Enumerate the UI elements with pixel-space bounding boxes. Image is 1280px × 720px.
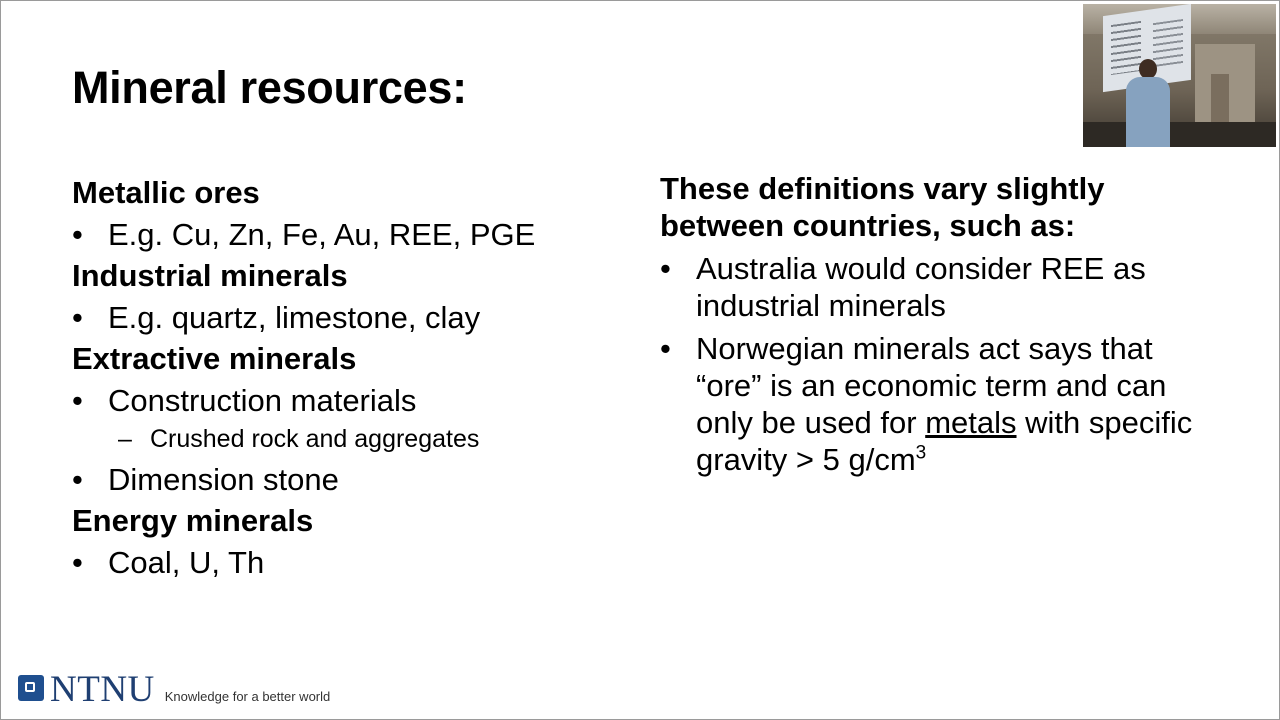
- bullet-icon: •: [72, 545, 83, 580]
- slide-title: Mineral resources:: [72, 62, 467, 113]
- bullet-australia: • Australia would consider REE as industrial minerals: [660, 251, 1146, 323]
- presenter-body: [1126, 77, 1170, 147]
- bullet-industrial-examples: • E.g. quartz, limestone, clay: [72, 300, 481, 335]
- bullet-icon: •: [72, 462, 83, 497]
- right-column: [660, 170, 1220, 482]
- subbullet-crushed-rock: – Crushed rock and aggregates: [118, 425, 480, 453]
- ntnu-tagline: Knowledge for a better world: [164, 689, 331, 704]
- ntnu-logo-icon: [18, 675, 44, 701]
- bullet-norwegian-act: • Norwegian minerals act says that “ore” is an economic term and can only be used for metals with specific gravity > 5 $g/cm^3$: [660, 331, 1193, 477]
- webcam-door: [1211, 74, 1229, 124]
- heading-metallic-ores: Metallic ores: [72, 175, 260, 210]
- superscript-3: 3: [915, 442, 927, 464]
- webcam-presenter: [1123, 59, 1173, 147]
- underlined-metals: metals: [925, 405, 1017, 440]
- bullet-icon: •: [72, 300, 83, 335]
- bullet-dimension-stone: • Dimension stone: [72, 462, 339, 497]
- bullet-icon: •: [660, 331, 671, 366]
- bullet-icon: •: [72, 383, 83, 418]
- bullet-energy-examples: • Coal, U, Th: [72, 545, 265, 580]
- definitions-heading: These definitions vary slightly between countries, such as:: [660, 171, 1105, 243]
- bullet-icon: •: [72, 217, 83, 252]
- presenter-head: [1139, 59, 1157, 79]
- bullet-metallic-examples: • E.g. Cu, Zn, Fe, Au, REE, PGE: [72, 217, 536, 252]
- speaker-webcam-overlay: [1083, 4, 1276, 147]
- dash-icon: –: [118, 425, 132, 453]
- bullet-construction-materials: • Construction materials: [72, 383, 417, 418]
- heading-industrial-minerals: Industrial minerals: [72, 258, 348, 293]
- heading-energy-minerals: Energy minerals: [72, 503, 314, 538]
- left-column: [72, 170, 632, 585]
- footer-branding: [18, 669, 331, 710]
- ntnu-logo-text: NTNU: [50, 669, 155, 710]
- webcam-floor: [1083, 122, 1276, 147]
- heading-extractive-minerals: Extractive minerals: [72, 341, 357, 376]
- bullet-icon: •: [660, 251, 671, 286]
